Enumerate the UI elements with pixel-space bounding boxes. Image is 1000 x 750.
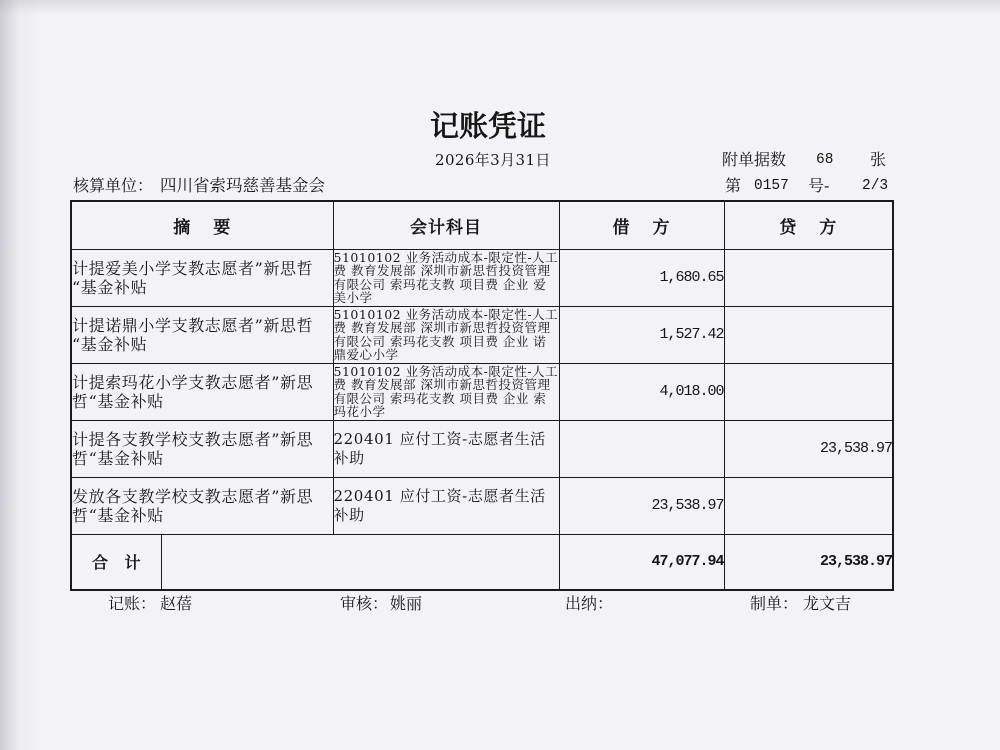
voucher-number-suffix: 号- (808, 176, 830, 195)
account-header: 会计科目 (333, 201, 559, 249)
total-label: 合 计 (71, 534, 161, 590)
summary-cell (71, 363, 333, 420)
voucher-date: 2026年3月31日 (435, 151, 551, 169)
account-cell (333, 420, 559, 477)
attachments-label: 附单据数 (722, 150, 787, 169)
summary-line: 计提诺鼎小学支教志愿者”新思哲 (72, 315, 314, 335)
debit-cell (559, 420, 724, 477)
voucher-number: 0157 (754, 178, 789, 194)
attachments-count: 68 (816, 152, 834, 168)
summary-line: 哲“基金补贴 (72, 505, 164, 525)
debit-cell: 23,538.97 (559, 477, 724, 534)
summary-line: “基金补贴 (72, 334, 148, 354)
bookkeeper-name: 赵蓓 (160, 594, 193, 613)
summary-line: 发放各支教学校支教志愿者”新思 (72, 486, 314, 506)
debit-header: 借 方 (559, 201, 724, 249)
account-line: 有限公司 索玛花支教 项目费 企业 爱 (333, 277, 547, 291)
preparer-name: 龙文吉 (803, 594, 852, 613)
debit-cell: 4,018.00 (559, 363, 724, 420)
credit-cell (724, 306, 893, 363)
accounting-unit-name: 四川省索玛慈善基金会 (160, 176, 325, 195)
credit-cell (724, 363, 893, 420)
summary-line: 哲“基金补贴 (72, 448, 164, 468)
summary-line: 计提各支教学校支教志愿者”新思 (72, 429, 314, 449)
account-cell (333, 249, 559, 306)
summary-line: 计提爱美小学支教志愿者”新思哲 (72, 258, 314, 278)
summary-cell (71, 420, 333, 477)
account-line: 玛花小学 (333, 405, 386, 419)
bookkeeper-label: 记账： (108, 594, 157, 613)
table-row (71, 363, 893, 420)
summary-line: 计提索玛花小学支教志愿者”新思 (72, 372, 314, 392)
summary-line: 哲“基金补贴 (72, 391, 164, 411)
account-line: 有限公司 索玛花支教 项目费 企业 诺 (333, 334, 547, 348)
account-cell (333, 306, 559, 363)
total-debit: 47,077.94 (559, 534, 724, 590)
debit-cell: 1,527.42 (559, 306, 724, 363)
account-line: 费 教育发展部 深圳市新思哲投资管理 (333, 264, 551, 278)
summary-line: “基金补贴 (72, 277, 148, 297)
account-line: 51010102 业务活动成本-限定性-人工 (333, 250, 559, 264)
credit-header: 贷 方 (724, 201, 893, 249)
summary-cell (71, 249, 333, 306)
voucher-page: 2/3 (862, 178, 889, 194)
debit-cell: 1,680.65 (559, 249, 724, 306)
table-row (71, 420, 893, 477)
account-line: 鼎爱心小学 (333, 348, 399, 362)
account-cell (333, 363, 559, 420)
table-header-row (71, 201, 893, 249)
summary-cell (71, 306, 333, 363)
account-line: 费 教育发展部 深圳市新思哲投资管理 (333, 378, 551, 392)
accounting-unit-label: 核算单位： (73, 176, 154, 195)
account-line: 有限公司 索玛花支教 项目费 企业 索 (333, 391, 547, 405)
account-line: 220401 应付工资-志愿者生活 (333, 486, 546, 505)
attachments-unit: 张 (870, 150, 887, 169)
account-line: 费 教育发展部 深圳市新思哲投资管理 (333, 321, 551, 335)
scan-edge-left (0, 0, 42, 750)
scan-edge-top (0, 0, 1000, 14)
credit-cell (724, 249, 893, 306)
account-line: 51010102 业务活动成本-限定性-人工 (333, 307, 559, 321)
account-line: 220401 应付工资-志愿者生活 (333, 429, 546, 448)
voucher-table (70, 200, 894, 591)
account-line: 补助 (333, 505, 365, 524)
total-credit: 23,538.97 (724, 534, 893, 590)
cashier-label: 出纳： (565, 594, 614, 613)
reviewer-label: 审核： (340, 594, 389, 613)
credit-cell: 23,538.97 (724, 420, 893, 477)
table-row (71, 306, 893, 363)
reviewer-name: 姚丽 (390, 594, 423, 613)
account-line: 51010102 业务活动成本-限定性-人工 (333, 364, 559, 378)
account-line: 美小学 (333, 291, 373, 305)
total-blank-cell (161, 534, 559, 590)
table-row (71, 477, 893, 534)
preparer-label: 制单： (750, 594, 799, 613)
summary-cell (71, 477, 333, 534)
account-cell (333, 477, 559, 534)
credit-cell (724, 477, 893, 534)
voucher-title: 记账凭证 (430, 109, 547, 143)
table-row (71, 249, 893, 306)
account-line: 补助 (333, 448, 365, 467)
summary-header: 摘 要 (71, 201, 333, 249)
total-row (71, 534, 893, 590)
voucher-number-prefix: 第 (725, 176, 742, 195)
